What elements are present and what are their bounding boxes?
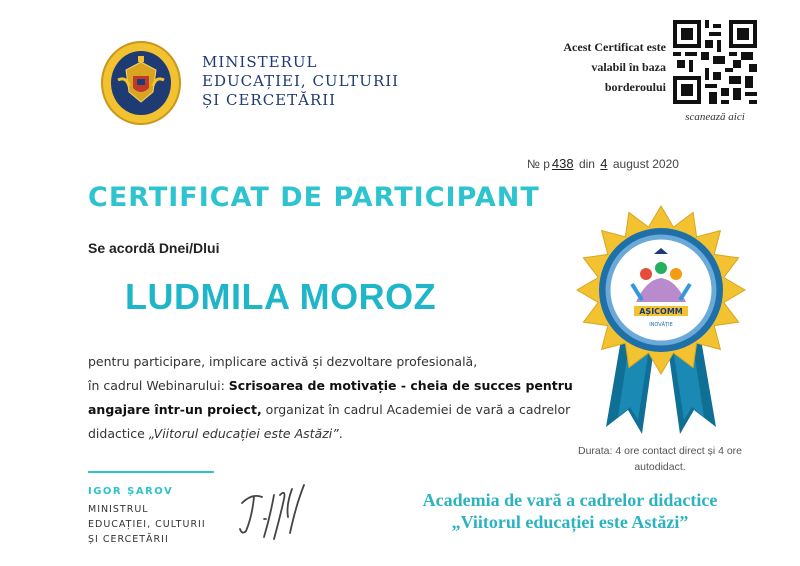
signatory-title-line: MINISTRUL	[88, 504, 149, 515]
validity-line: valabil în baza	[591, 60, 666, 74]
certificate-body	[88, 350, 578, 446]
signatory-title	[88, 502, 206, 547]
body-text: în cadrul Webinarului:	[88, 378, 229, 393]
validity-note	[540, 37, 666, 97]
duration-note: Durata: 4 ore contact direct și 4 ore autodidact.	[578, 445, 742, 473]
body-text: .	[338, 426, 343, 441]
academy-line: „Viitorul educației este Astăzi”	[451, 512, 689, 532]
scan-here-label: scanează aici	[685, 111, 745, 123]
validity-line: borderoului	[604, 80, 666, 94]
grant-text: Se acordă Dnei/Dlui	[88, 240, 220, 256]
signature-divider	[88, 471, 214, 473]
ministry-line: EDUCAȚIEI, CULTURII	[202, 72, 400, 90]
date-label: din	[578, 157, 595, 171]
handwritten-signature-icon	[234, 475, 324, 545]
certificate-title: CERTIFICAT DE PARTICIPANT	[88, 182, 540, 213]
rosette-sub: INOVĂȚIE	[649, 322, 673, 328]
number-value: 438	[551, 156, 574, 171]
date-day: 4	[600, 156, 608, 171]
date-month-year: august 2020	[612, 157, 679, 171]
signatory-name: IGOR ȘAROV	[88, 486, 174, 497]
signatory-title-line: ȘI CERCETĂRII	[88, 534, 169, 545]
qr-code-icon[interactable]	[673, 20, 757, 104]
ministry-line: MINISTERUL	[202, 53, 318, 71]
academy-name	[380, 489, 760, 533]
rosette-label: AȘICOMM	[639, 307, 683, 316]
ministry-name	[202, 53, 399, 110]
body-text: pentru participare, implicare activă și dezvoltare profesională,	[88, 354, 478, 369]
webinar-title: Scrisoarea de motivație - cheia de succes pentru angajare într-un proiect,	[88, 378, 573, 417]
number-prefix: № p	[527, 157, 550, 171]
academy-line: Academia de vară a cadrelor didactice	[422, 490, 718, 510]
recipient-name: LUDMILA MOROZ	[125, 276, 437, 317]
certificate-number	[527, 156, 679, 171]
signatory-title-line: EDUCAȚIEI, CULTURII	[88, 519, 206, 530]
body-text: organizat în cadrul Academiei de vară a cadrelor didactice	[88, 402, 571, 441]
validity-line: Acest Certificat este	[563, 40, 666, 54]
ministry-line: ȘI CERCETĂRII	[202, 91, 337, 109]
moldova-crest-icon	[100, 40, 182, 126]
academy-quote: „Viitorul educației este Astăzi”	[148, 426, 339, 441]
award-rosette-icon	[576, 202, 746, 442]
